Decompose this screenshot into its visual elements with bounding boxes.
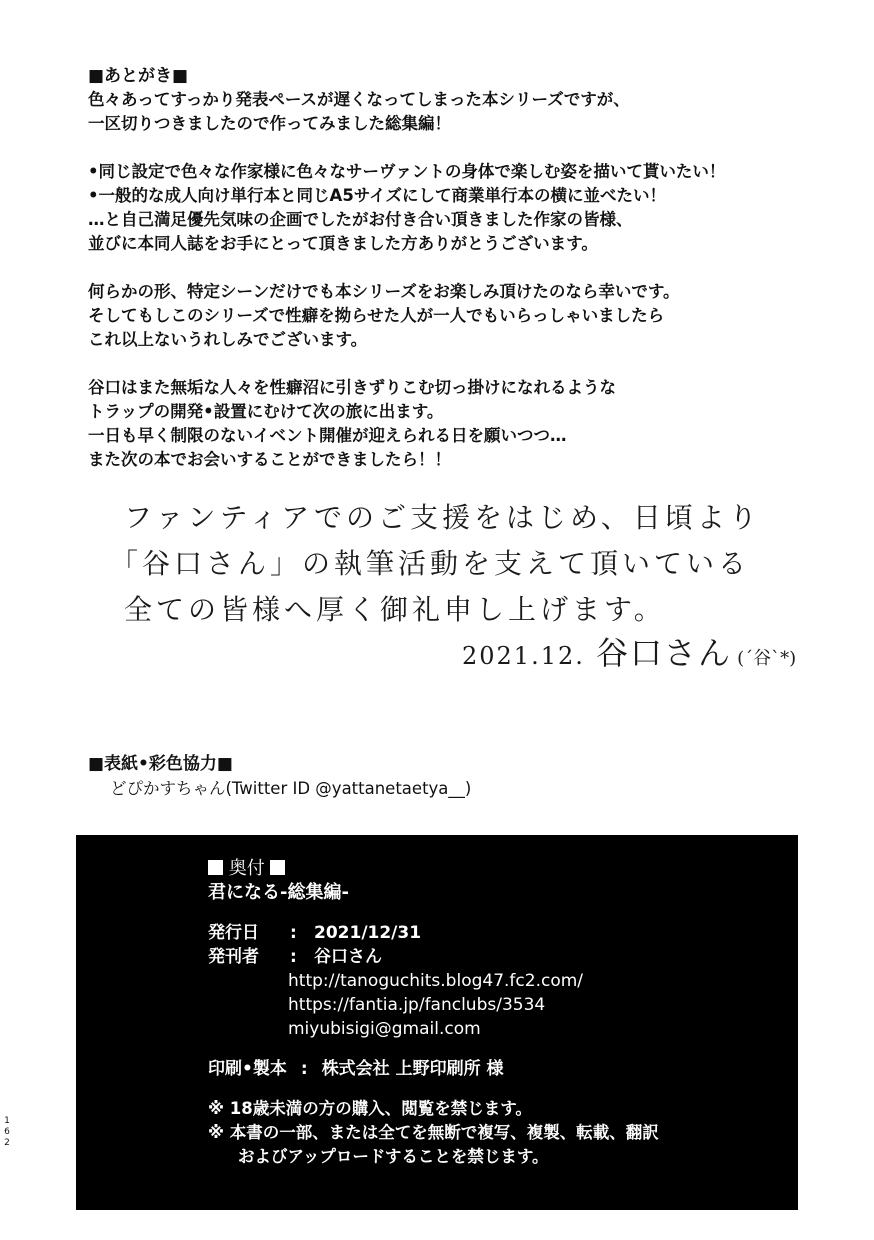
afterword-section bbox=[88, 64, 848, 472]
credits-heading: ■表紙•彩色協力■ bbox=[88, 754, 233, 774]
square-icon bbox=[270, 860, 285, 875]
afterword-line: トラップの開発•設置にむけて次の旅に出ます。 bbox=[88, 402, 444, 421]
issue-date-label: 発行日 bbox=[208, 923, 259, 943]
afterword-line: …と自己満足優先気味の企画でしたがお付き合い頂きました作家の皆様、 bbox=[88, 210, 633, 229]
signature-emoticon: (´谷`*) bbox=[737, 648, 797, 669]
separator: : bbox=[300, 1059, 308, 1079]
colophon-heading bbox=[208, 857, 659, 881]
credits-line: どぴかすちゃん(Twitter ID @yattanetaetya__) bbox=[110, 779, 472, 798]
copyright-note-continuation: およびアップロードすることを禁じます。 bbox=[238, 1147, 549, 1166]
afterword-heading: ■あとがき■ bbox=[88, 66, 189, 86]
separator: : bbox=[290, 923, 297, 943]
page-number-digit: 6 bbox=[4, 1127, 10, 1137]
page-number-digit: 2 bbox=[4, 1138, 10, 1148]
afterword-line: 何らかの形、特定シーンだけでも本シリーズをお楽しみ頂けたのなら幸いです。 bbox=[88, 282, 680, 301]
colophon-heading-text: 奥付 bbox=[228, 858, 265, 879]
issue-date-row bbox=[208, 921, 659, 945]
separator: : bbox=[290, 947, 297, 967]
afterword-line: また次の本でお会いすることができましたら！！ bbox=[88, 450, 451, 469]
afterword-line: 一日も早く制限のないイベント開催が迎えられる日を願いつつ… bbox=[88, 426, 567, 445]
copyright-note: ※ 本書の一部、または全てを無断で複写、複製、転載、翻訳 bbox=[208, 1123, 659, 1142]
colophon-content bbox=[208, 857, 659, 1169]
afterword-paragraph bbox=[88, 88, 848, 136]
handwritten-message bbox=[110, 495, 790, 633]
afterword-line: 並びに本同人誌をお手にとって頂きました方ありがとうございます。 bbox=[88, 234, 598, 253]
handwritten-signature bbox=[462, 628, 796, 674]
publisher-label: 発刊者 bbox=[208, 947, 259, 967]
age-restriction-note: ※ 18歳未満の方の購入、閲覧を禁じます。 bbox=[208, 1099, 532, 1118]
afterword-line: これ以上ないうれしみでございます。 bbox=[88, 330, 368, 349]
signature-date: 2021.12. bbox=[462, 642, 585, 670]
afterword-line: そしてもしこのシリーズで性癖を拗らせた人が一人でもいらっしゃいましたら bbox=[88, 306, 665, 325]
handwritten-line: 全ての皆様へ厚く御礼申し上げます。 bbox=[124, 593, 666, 626]
blog-url: http://tanoguchits.blog47.fc2.com/ bbox=[288, 971, 584, 991]
printer-label: 印刷•製本 bbox=[208, 1059, 287, 1079]
afterword-line: •同じ設定で色々な作家様に色々なサーヴァントの身体で楽しむ姿を描いて貰いたい！ bbox=[88, 162, 726, 181]
colophon-box bbox=[76, 835, 798, 1210]
handwritten-line: ファンティアでのご支援をはじめ、日頃より bbox=[124, 501, 761, 534]
page-number bbox=[2, 1116, 12, 1149]
afterword-line: 色々あってすっかり発表ペースが遅くなってしまった本シリーズですが、 bbox=[88, 90, 630, 109]
issue-date-value: 2021/12/31 bbox=[314, 923, 422, 943]
signature-name: 谷口さん bbox=[595, 634, 732, 672]
square-icon bbox=[208, 860, 223, 875]
handwritten-line: 「谷口さん」の執筆活動を支えて頂いている bbox=[110, 547, 751, 580]
afterword-line: 一区切りつきましたので作ってみました総集編！ bbox=[88, 114, 451, 133]
afterword-line: •一般的な成人向け単行本と同じA5サイズにして商業単行本の横に並べたい！ bbox=[88, 186, 666, 205]
afterword-paragraph bbox=[88, 160, 848, 256]
colophon-title: 君になる-総集編- bbox=[208, 882, 349, 903]
publisher-row bbox=[208, 945, 659, 969]
publisher-value: 谷口さん bbox=[314, 947, 382, 967]
printer-value: 株式会社 上野印刷所 様 bbox=[321, 1059, 504, 1079]
cover-credits-section bbox=[88, 752, 471, 802]
page-number-digit: 1 bbox=[4, 1116, 10, 1126]
printer-row bbox=[208, 1057, 659, 1081]
fantia-url: https://fantia.jp/fanclubs/3534 bbox=[288, 995, 546, 1015]
afterword-line: 谷口はまた無垢な人々を性癖沼に引きずりこむ切っ掛けになれるような bbox=[88, 378, 616, 397]
email-address: miyubisigi@gmail.com bbox=[288, 1019, 481, 1039]
afterword-paragraph bbox=[88, 376, 848, 472]
afterword-paragraph bbox=[88, 280, 848, 352]
